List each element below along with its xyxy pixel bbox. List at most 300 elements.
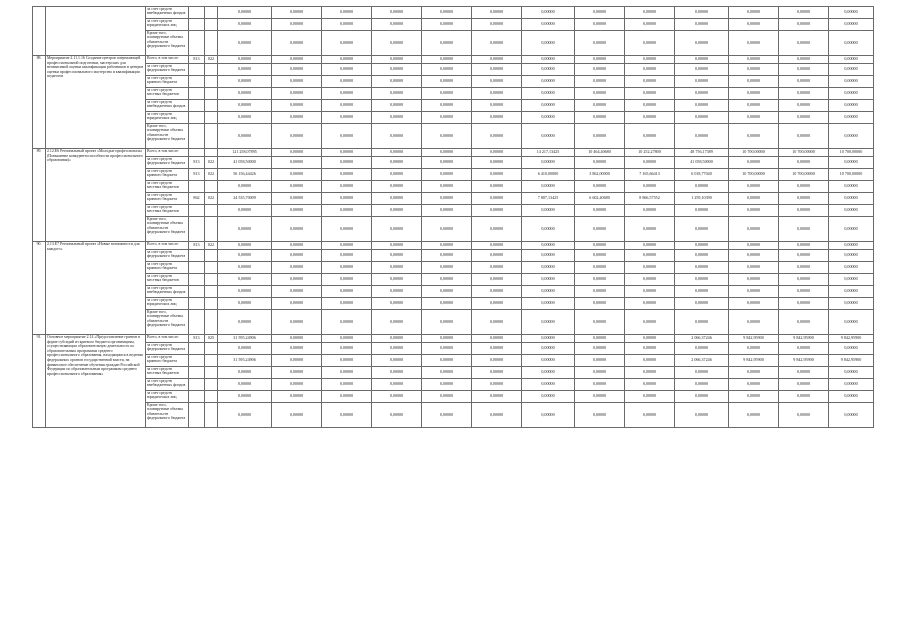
amount-cell: 0,00000 xyxy=(472,403,522,428)
funding-source: Всего, в том числе: xyxy=(146,242,189,250)
amount-cell: 0,00000 xyxy=(422,335,472,343)
amount-cell: 0,00000 xyxy=(422,298,472,310)
amount-cell: 0,00000 xyxy=(422,355,472,367)
table-row xyxy=(33,181,874,193)
amount-cell: 0,00000 xyxy=(472,217,522,242)
amount-cell: 0,00000 xyxy=(272,181,322,193)
amount-cell: 9 842,95900 xyxy=(729,355,779,367)
amount-cell: 0,00000 xyxy=(575,100,625,112)
amount-cell: 0,00000 xyxy=(272,64,322,76)
amount-cell: 0,00000 xyxy=(829,262,874,274)
table-row xyxy=(33,379,874,391)
amount-cell: 0,00000 xyxy=(675,19,729,31)
budget-code: 022 xyxy=(205,169,218,181)
budget-code xyxy=(205,262,218,274)
budget-code xyxy=(205,7,218,19)
budget-code xyxy=(205,100,218,112)
table-row xyxy=(33,343,874,355)
amount-cell: 0,00000 xyxy=(675,298,729,310)
amount-cell: 0,00000 xyxy=(625,335,675,343)
amount-cell: 0,00000 xyxy=(779,100,829,112)
amount-cell: 0,00000 xyxy=(372,169,422,181)
amount-cell: 0,00000 xyxy=(422,217,472,242)
amount-cell: 0,00000 xyxy=(422,169,472,181)
budget-code xyxy=(205,31,218,56)
amount-cell: 0,00000 xyxy=(472,367,522,379)
amount-cell: 0,00000 xyxy=(625,379,675,391)
amount-cell: 9 842,95900 xyxy=(779,335,829,343)
amount-cell: 0,00000 xyxy=(322,298,372,310)
amount-cell: 0,00000 xyxy=(218,242,272,250)
budget-code xyxy=(189,112,205,124)
amount-cell: 0,00000 xyxy=(575,355,625,367)
amount-cell: 0,00000 xyxy=(522,31,575,56)
funding-source: за счет средств юридических лиц xyxy=(146,298,189,310)
funding-source: за счет средств краевого бюджета xyxy=(146,193,189,205)
amount-cell: 0,00000 xyxy=(322,335,372,343)
amount-cell: 0,00000 xyxy=(322,355,372,367)
amount-cell: 0,00000 xyxy=(218,343,272,355)
amount-cell: 0,00000 xyxy=(625,217,675,242)
amount-cell: 0,00000 xyxy=(472,298,522,310)
amount-cell: 0,00000 xyxy=(575,76,625,88)
amount-cell: 0,00000 xyxy=(829,343,874,355)
amount-cell: 0,00000 xyxy=(625,310,675,335)
funding-source: за счет средств краевого бюджета xyxy=(146,262,189,274)
amount-cell: 0,00000 xyxy=(372,56,422,64)
funding-source: Кроме того, планируемые объемы обязательств федерального бюджета xyxy=(146,310,189,335)
amount-cell: 0,00000 xyxy=(422,367,472,379)
amount-cell: 0,00000 xyxy=(472,391,522,403)
amount-cell: 0,00000 xyxy=(422,88,472,100)
funding-source: за счет средств краевого бюджета xyxy=(146,355,189,367)
amount-cell: 0,00000 xyxy=(575,157,625,169)
amount-cell: 0,00000 xyxy=(575,205,625,217)
amount-cell: 0,00000 xyxy=(675,217,729,242)
amount-cell: 0,00000 xyxy=(829,193,874,205)
budget-code xyxy=(205,88,218,100)
amount-cell: 0,00000 xyxy=(729,286,779,298)
table-row xyxy=(33,403,874,428)
amount-cell: 10 700,00000 xyxy=(829,169,874,181)
amount-cell: 0,00000 xyxy=(625,367,675,379)
amount-cell: 0,00000 xyxy=(372,355,422,367)
amount-cell: 10 700,00000 xyxy=(729,149,779,157)
amount-cell: 0,00000 xyxy=(829,157,874,169)
funding-source: за счет средств юридических лиц xyxy=(146,391,189,403)
amount-cell: 0,00000 xyxy=(422,274,472,286)
amount-cell: 9 842,95900 xyxy=(829,355,874,367)
amount-cell: 0,00000 xyxy=(829,379,874,391)
amount-cell: 0,00000 xyxy=(372,298,422,310)
measure-name: 2.12.E6 Региональный проект «Молодые профессионалы (Повышение конкурентоспособности профессионального образования)» xyxy=(46,149,146,242)
budget-code xyxy=(189,262,205,274)
amount-cell: 0,00000 xyxy=(322,124,372,149)
amount-cell: 0,00000 xyxy=(625,76,675,88)
amount-cell: 0,00000 xyxy=(829,64,874,76)
budget-code xyxy=(205,367,218,379)
amount-cell: 0,00000 xyxy=(625,205,675,217)
amount-cell: 0,00000 xyxy=(729,76,779,88)
budget-code xyxy=(189,355,205,367)
amount-cell: 0,00000 xyxy=(272,343,322,355)
amount-cell: 0,00000 xyxy=(729,19,779,31)
budget-code: 862 xyxy=(189,193,205,205)
amount-cell: 0,00000 xyxy=(218,19,272,31)
amount-cell: 0,00000 xyxy=(625,355,675,367)
budget-code xyxy=(205,250,218,262)
row-number: 91. xyxy=(33,335,46,428)
budget-code xyxy=(205,205,218,217)
amount-cell: 0,00000 xyxy=(575,19,625,31)
amount-cell: 41 058,50000 xyxy=(675,157,729,169)
amount-cell: 0,00000 xyxy=(422,181,472,193)
budget-code xyxy=(205,149,218,157)
amount-cell: 0,00000 xyxy=(829,298,874,310)
amount-cell: 0,00000 xyxy=(372,100,422,112)
budget-code xyxy=(205,343,218,355)
amount-cell: 0,00000 xyxy=(272,56,322,64)
budget-code xyxy=(205,112,218,124)
amount-cell: 0,00000 xyxy=(272,88,322,100)
amount-cell: 0,00000 xyxy=(218,76,272,88)
amount-cell: 0,00000 xyxy=(372,286,422,298)
amount-cell: 0,00000 xyxy=(422,31,472,56)
amount-cell: 0,00000 xyxy=(218,298,272,310)
amount-cell: 31 595,24906 xyxy=(218,335,272,343)
amount-cell: 0,00000 xyxy=(422,262,472,274)
amount-cell: 0,00000 xyxy=(779,286,829,298)
budget-code xyxy=(189,124,205,149)
amount-cell: 0,00000 xyxy=(272,169,322,181)
amount-cell: 0,00000 xyxy=(218,205,272,217)
amount-cell: 0,00000 xyxy=(729,56,779,64)
amount-cell: 0,00000 xyxy=(218,7,272,19)
budget-code xyxy=(205,64,218,76)
amount-cell: 0,00000 xyxy=(625,391,675,403)
amount-cell: 0,00000 xyxy=(272,76,322,88)
amount-cell: 0,00000 xyxy=(829,56,874,64)
amount-cell: 0,00000 xyxy=(322,64,372,76)
budget-code xyxy=(189,88,205,100)
budget-code xyxy=(189,343,205,355)
amount-cell: 0,00000 xyxy=(522,355,575,367)
amount-cell: 9 842,95900 xyxy=(729,335,779,343)
amount-cell: 0,00000 xyxy=(322,286,372,298)
amount-cell: 10 700,00000 xyxy=(779,149,829,157)
amount-cell: 0,00000 xyxy=(625,124,675,149)
amount-cell: 0,00000 xyxy=(779,310,829,335)
amount-cell: 3 862,00000 xyxy=(575,169,625,181)
amount-cell: 0,00000 xyxy=(675,250,729,262)
amount-cell: 0,00000 xyxy=(675,242,729,250)
amount-cell: 0,00000 xyxy=(272,157,322,169)
amount-cell: 0,00000 xyxy=(472,124,522,149)
amount-cell: 0,00000 xyxy=(625,181,675,193)
amount-cell: 0,00000 xyxy=(779,217,829,242)
amount-cell: 6 602,40680 xyxy=(575,193,625,205)
table-row xyxy=(33,205,874,217)
table-row xyxy=(33,124,874,149)
amount-cell: 0,00000 xyxy=(472,274,522,286)
amount-cell: 0,00000 xyxy=(522,205,575,217)
amount-cell: 0,00000 xyxy=(472,379,522,391)
budget-code xyxy=(205,217,218,242)
amount-cell: 0,00000 xyxy=(372,64,422,76)
amount-cell: 0,00000 xyxy=(218,56,272,64)
amount-cell: 14 217,13425 xyxy=(522,149,575,157)
budget-code xyxy=(189,379,205,391)
amount-cell: 0,00000 xyxy=(372,250,422,262)
amount-cell: 0,00000 xyxy=(272,31,322,56)
amount-cell: 0,00000 xyxy=(675,31,729,56)
amount-cell: 0,00000 xyxy=(218,262,272,274)
amount-cell: 0,00000 xyxy=(729,343,779,355)
amount-cell: 0,00000 xyxy=(625,64,675,76)
amount-cell: 0,00000 xyxy=(322,217,372,242)
measure-name: Мероприятие 2.11.1.16 Создание центров опережающей профессиональной подготовки, мастерских для независимой оценки квалификации работников и центров оценки профессионального мастерства и квалификации педагогов xyxy=(46,56,146,149)
amount-cell: 0,00000 xyxy=(422,403,472,428)
amount-cell: 0,00000 xyxy=(625,88,675,100)
amount-cell: 0,00000 xyxy=(575,242,625,250)
funding-source: за счет средств федерального бюджета xyxy=(146,157,189,169)
amount-cell: 0,00000 xyxy=(675,76,729,88)
amount-cell: 0,00000 xyxy=(522,343,575,355)
amount-cell: 0,00000 xyxy=(575,217,625,242)
amount-cell: 1 259,10390 xyxy=(675,193,729,205)
amount-cell: 0,00000 xyxy=(272,217,322,242)
amount-cell: 0,00000 xyxy=(218,403,272,428)
amount-cell: 0,00000 xyxy=(675,56,729,64)
amount-cell: 0,00000 xyxy=(218,64,272,76)
amount-cell: 0,00000 xyxy=(322,181,372,193)
amount-cell: 0,00000 xyxy=(829,181,874,193)
amount-cell: 0,00000 xyxy=(272,100,322,112)
amount-cell: 0,00000 xyxy=(729,262,779,274)
budget-code xyxy=(205,124,218,149)
amount-cell: 0,00000 xyxy=(422,205,472,217)
amount-cell: 0,00000 xyxy=(422,157,472,169)
amount-cell: 0,00000 xyxy=(272,274,322,286)
amount-cell: 0,00000 xyxy=(729,367,779,379)
budget-code xyxy=(189,286,205,298)
amount-cell: 0,00000 xyxy=(522,217,575,242)
amount-cell: 0,00000 xyxy=(779,7,829,19)
amount-cell: 0,00000 xyxy=(575,112,625,124)
amount-cell: 0,00000 xyxy=(272,355,322,367)
amount-cell: 2 066,37246 xyxy=(675,355,729,367)
amount-cell: 0,00000 xyxy=(272,250,322,262)
amount-cell: 0,00000 xyxy=(322,403,372,428)
amount-cell: 0,00000 xyxy=(422,250,472,262)
amount-cell: 0,00000 xyxy=(322,379,372,391)
amount-cell: 0,00000 xyxy=(372,391,422,403)
amount-cell: 0,00000 xyxy=(322,100,372,112)
amount-cell: 0,00000 xyxy=(322,310,372,335)
budget-code: 022 xyxy=(205,56,218,64)
funding-source: за счет средств местных бюджетов xyxy=(146,367,189,379)
funding-source: за счет средств краевого бюджета xyxy=(146,169,189,181)
amount-cell: 121 258,07895 xyxy=(218,149,272,157)
amount-cell: 0,00000 xyxy=(779,124,829,149)
funding-source: за счет средств внебюджетных фондов xyxy=(146,286,189,298)
budget-code xyxy=(189,310,205,335)
budget-code: 022 xyxy=(205,193,218,205)
amount-cell: 0,00000 xyxy=(472,100,522,112)
table-row xyxy=(33,217,874,242)
budget-sheet xyxy=(32,6,871,428)
amount-cell: 0,00000 xyxy=(779,298,829,310)
table-row xyxy=(33,88,874,100)
amount-cell: 41 058,50000 xyxy=(218,157,272,169)
amount-cell: 0,00000 xyxy=(625,403,675,428)
budget-code xyxy=(205,19,218,31)
amount-cell: 0,00000 xyxy=(272,149,322,157)
amount-cell: 0,00000 xyxy=(779,250,829,262)
amount-cell: 0,00000 xyxy=(422,379,472,391)
table-row xyxy=(33,355,874,367)
amount-cell: 0,00000 xyxy=(522,181,575,193)
amount-cell: 0,00000 xyxy=(322,242,372,250)
amount-cell: 0,00000 xyxy=(372,403,422,428)
amount-cell: 0,00000 xyxy=(522,242,575,250)
amount-cell: 0,00000 xyxy=(829,19,874,31)
amount-cell: 0,00000 xyxy=(372,149,422,157)
budget-code: 813 xyxy=(189,169,205,181)
funding-source: за счет средств местных бюджетов xyxy=(146,88,189,100)
budget-code xyxy=(189,403,205,428)
amount-cell: 0,00000 xyxy=(575,391,625,403)
amount-cell: 0,00000 xyxy=(472,242,522,250)
amount-cell: 0,00000 xyxy=(422,7,472,19)
amount-cell: 0,00000 xyxy=(575,403,625,428)
amount-cell: 0,00000 xyxy=(779,56,829,64)
amount-cell: 0,00000 xyxy=(575,298,625,310)
amount-cell: 0,00000 xyxy=(422,124,472,149)
amount-cell: 0,00000 xyxy=(272,298,322,310)
amount-cell: 0,00000 xyxy=(829,403,874,428)
amount-cell: 0,00000 xyxy=(472,112,522,124)
funding-source: за счет средств внебюджетных фондов xyxy=(146,7,189,19)
budget-table xyxy=(32,6,874,428)
amount-cell: 0,00000 xyxy=(218,100,272,112)
funding-source: Всего, в том числе: xyxy=(146,149,189,157)
amount-cell: 10 464,40680 xyxy=(575,149,625,157)
amount-cell: 0,00000 xyxy=(779,19,829,31)
budget-code xyxy=(205,310,218,335)
amount-cell: 0,00000 xyxy=(422,149,472,157)
amount-cell: 0,00000 xyxy=(779,205,829,217)
amount-cell: 0,00000 xyxy=(422,242,472,250)
amount-cell: 0,00000 xyxy=(675,88,729,100)
budget-code xyxy=(189,298,205,310)
funding-source: за счет средств местных бюджетов xyxy=(146,181,189,193)
table-row xyxy=(33,274,874,286)
funding-source: за счет средств местных бюджетов xyxy=(146,274,189,286)
amount-cell: 0,00000 xyxy=(575,310,625,335)
amount-cell: 0,00000 xyxy=(422,100,472,112)
amount-cell: 0,00000 xyxy=(779,391,829,403)
amount-cell: 0,00000 xyxy=(779,112,829,124)
amount-cell: 0,00000 xyxy=(272,193,322,205)
amount-cell: 0,00000 xyxy=(322,193,372,205)
amount-cell: 0,00000 xyxy=(675,391,729,403)
amount-cell: 0,00000 xyxy=(218,31,272,56)
table-row xyxy=(33,112,874,124)
amount-cell: 0,00000 xyxy=(322,250,372,262)
amount-cell: 0,00000 xyxy=(675,64,729,76)
amount-cell: 0,00000 xyxy=(729,124,779,149)
amount-cell: 0,00000 xyxy=(472,355,522,367)
amount-cell: 0,00000 xyxy=(729,217,779,242)
amount-cell: 0,00000 xyxy=(829,76,874,88)
amount-cell: 0,00000 xyxy=(522,335,575,343)
amount-cell: 0,00000 xyxy=(729,7,779,19)
budget-code xyxy=(205,403,218,428)
amount-cell: 0,00000 xyxy=(372,343,422,355)
amount-cell: 0,00000 xyxy=(625,157,675,169)
amount-cell: 0,00000 xyxy=(575,56,625,64)
amount-cell: 0,00000 xyxy=(779,181,829,193)
amount-cell: 0,00000 xyxy=(829,7,874,19)
amount-cell: 0,00000 xyxy=(729,100,779,112)
budget-code xyxy=(189,250,205,262)
budget-code: 813 xyxy=(189,335,205,343)
amount-cell: 0,00000 xyxy=(372,310,422,335)
table-row xyxy=(33,193,874,205)
amount-cell: 0,00000 xyxy=(575,274,625,286)
amount-cell: 0,00000 xyxy=(322,274,372,286)
funding-source: за счет средств федерального бюджета xyxy=(146,343,189,355)
amount-cell: 0,00000 xyxy=(522,157,575,169)
amount-cell: 0,00000 xyxy=(675,403,729,428)
table-row xyxy=(33,250,874,262)
amount-cell: 0,00000 xyxy=(472,335,522,343)
amount-cell: 0,00000 xyxy=(272,391,322,403)
amount-cell: 0,00000 xyxy=(218,181,272,193)
amount-cell: 0,00000 xyxy=(422,193,472,205)
amount-cell: 0,00000 xyxy=(372,367,422,379)
amount-cell: 0,00000 xyxy=(372,274,422,286)
amount-cell: 0,00000 xyxy=(779,193,829,205)
amount-cell: 0,00000 xyxy=(322,367,372,379)
budget-code: 022 xyxy=(205,242,218,250)
budget-code: 813 xyxy=(189,157,205,169)
table-row xyxy=(33,298,874,310)
amount-cell: 48 756,17389 xyxy=(675,149,729,157)
table-row xyxy=(33,310,874,335)
amount-cell: 0,00000 xyxy=(779,367,829,379)
funding-source: за счет средств местных бюджетов xyxy=(146,205,189,217)
amount-cell: 0,00000 xyxy=(322,343,372,355)
amount-cell: 8 866,57552 xyxy=(625,193,675,205)
amount-cell: 0,00000 xyxy=(522,7,575,19)
amount-cell: 0,00000 xyxy=(675,379,729,391)
amount-cell: 0,00000 xyxy=(575,250,625,262)
budget-code xyxy=(189,367,205,379)
amount-cell: 0,00000 xyxy=(218,124,272,149)
amount-cell: 0,00000 xyxy=(422,343,472,355)
budget-code xyxy=(189,217,205,242)
amount-cell: 0,00000 xyxy=(272,7,322,19)
amount-cell: 0,00000 xyxy=(522,19,575,31)
amount-cell: 0,00000 xyxy=(372,242,422,250)
amount-cell: 0,00000 xyxy=(625,298,675,310)
amount-cell: 0,00000 xyxy=(729,391,779,403)
amount-cell: 6 018,77040 xyxy=(675,169,729,181)
amount-cell: 0,00000 xyxy=(218,391,272,403)
amount-cell: 0,00000 xyxy=(372,181,422,193)
